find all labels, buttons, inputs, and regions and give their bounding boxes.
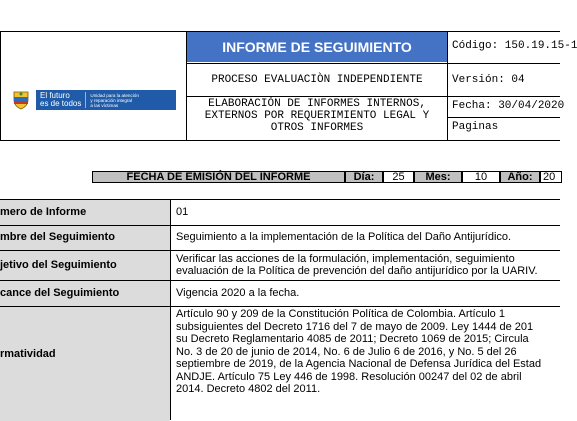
- document-description: [187, 98, 447, 134]
- day-value: 25: [383, 171, 414, 183]
- row-label-objective: jetivo del Seguimiento: [0, 259, 117, 271]
- regulations-line: septiembre de 2019, de la Agencia Nacional de Defensa Jurídica del Estad: [176, 358, 542, 370]
- logo-subtext: y reparación integral: [90, 97, 132, 103]
- description-line: ELABORACIÓN DE INFORMES INTERNOS,: [208, 98, 426, 110]
- regulations-line: Artículo 90 y 209 de la Constitución Política de Colombia. Artículo 1: [176, 308, 505, 320]
- regulations-line: subsiguientes del Decreto 1716 del 7 de mayo de 2009. Ley 1444 de 201: [176, 320, 534, 333]
- description-line: EXTERNOS POR REQUERIMIENTO LEGAL Y: [204, 110, 430, 122]
- description-line: OTROS INFORMES: [270, 122, 364, 134]
- regulations-line: ANDJE. Artículo 75 Ley 446 de 1998. Resolución 00247 del 02 de abril: [176, 370, 522, 383]
- coat-of-arms-icon: [10, 89, 32, 111]
- row-value-follow-up-name: Seguimiento a la implementación de la Política del Daño Antijurídico.: [176, 231, 512, 243]
- objective-line: evaluación de la Política de prevención del daño antijurídico por la UARIV.: [176, 265, 538, 277]
- row-value-regulations: [176, 308, 541, 396]
- logo-banner: [36, 90, 176, 110]
- document-code: Código: 150.19.15-1: [452, 40, 577, 52]
- row-value-report-number: 01: [176, 206, 189, 218]
- entity-logo: [10, 88, 180, 112]
- month-value: 10: [462, 171, 500, 183]
- row-value-objective: [176, 253, 538, 277]
- year-label: Año:: [500, 171, 540, 183]
- row-label-scope: cance del Seguimiento: [0, 287, 120, 299]
- document-date: Fecha: 30/04/2020: [452, 100, 565, 112]
- row-label-report-number: mero de Informe: [0, 206, 87, 218]
- process-name: PROCESO EVALUACIÒN INDEPENDIENTE: [211, 74, 423, 86]
- logo-text: es de todos: [40, 99, 82, 108]
- regulations-line: su Decreto Reglamentario 4085 de 2011; Decreto 1069 de 2015; Circula: [176, 333, 529, 345]
- objective-line: Verificar las acciones de la formulación, implementación, seguimiento: [176, 253, 515, 265]
- document-version: Versión: 04: [452, 74, 525, 86]
- row-value-scope: Vigencia 2020 a la fecha.: [176, 287, 300, 299]
- year-value: 20: [540, 171, 562, 183]
- emission-date-label: FECHA DE EMISIÓN DEL INFORME: [92, 171, 345, 183]
- row-label-regulations: rmatividad: [0, 348, 56, 360]
- regulations-line: No. 3 de 20 de junio de 2014, No. 6 de Julio 6 de 2016, y No. 5 del 26: [176, 345, 517, 358]
- report-title: INFORME DE SEGUIMIENTO: [187, 32, 447, 62]
- logo-subtext: Unidad para la atención: [90, 92, 139, 98]
- logo-text: El futuro: [40, 91, 70, 100]
- day-label: Día:: [345, 171, 383, 183]
- page-count-label: Paginas: [452, 121, 499, 133]
- logo-subtext: a las víctimas: [90, 102, 119, 108]
- row-label-follow-up-name: mbre del Seguimiento: [0, 231, 115, 243]
- month-label: Mes:: [414, 171, 462, 183]
- regulations-line: 2014. Decreto 4802 del 2011.: [176, 383, 321, 395]
